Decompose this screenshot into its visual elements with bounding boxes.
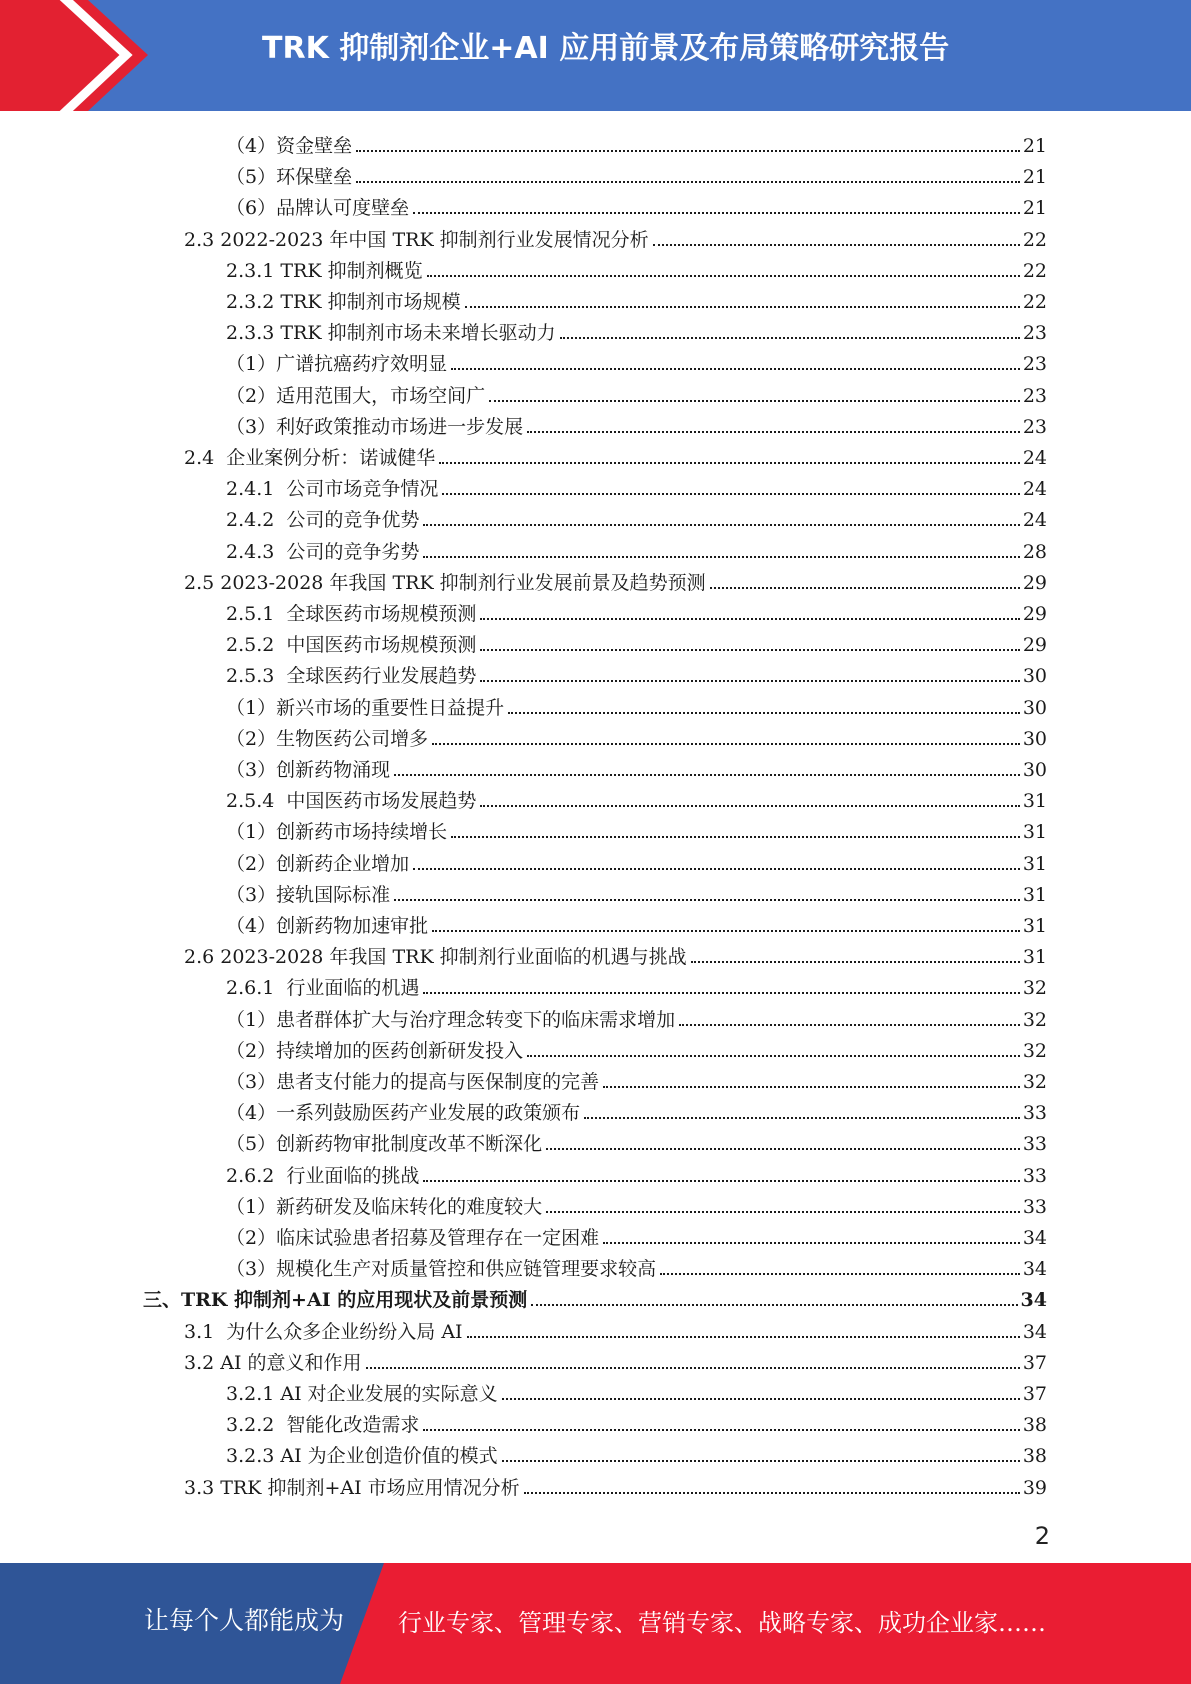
toc-dot-leader — [451, 836, 1020, 838]
page-number: 2 — [1034, 1522, 1050, 1550]
toc-entry-title: （4）一系列鼓励医药产业发展的政策颁布 — [226, 1102, 581, 1125]
toc-entry-title: 2.6 2023-2028 年我国 TRK 抑制剂行业面临的机遇与挑战 — [184, 946, 687, 969]
toc-dot-leader — [423, 1429, 1019, 1431]
toc-entry[interactable] — [226, 658, 1047, 689]
toc-entry-title: （2）生物医药公司增多 — [226, 727, 429, 750]
toc-entry-title: （2）临床试验患者招募及管理存在一定困难 — [226, 1227, 600, 1249]
toc-entry[interactable] — [226, 721, 1047, 752]
toc-entry-title: （3）创新药物涌现 — [226, 759, 391, 781]
toc-entry-title: 2.4.2 公司的竞争优势 — [226, 509, 420, 532]
toc-entry[interactable] — [226, 877, 1047, 908]
toc-entry[interactable] — [226, 378, 1047, 409]
toc-dot-leader — [480, 618, 1019, 620]
toc-entry-title: （2）创新药企业增加 — [226, 852, 410, 875]
toc-entry-page: 29 — [1022, 571, 1047, 594]
toc-dot-leader — [679, 1024, 1020, 1026]
toc-entry[interactable] — [226, 970, 1047, 1001]
toc-entry[interactable] — [184, 939, 1047, 970]
toc-entry-title: 2.5 2023-2028 年我国 TRK 抑制剂行业发展前景及趋势预测 — [184, 571, 706, 594]
toc-dot-leader — [442, 493, 1019, 495]
toc-dot-leader — [531, 1304, 1017, 1306]
toc-entry-title: 2.3.1 TRK 抑制剂概览 — [226, 259, 423, 282]
toc-entry-page: 32 — [1022, 1008, 1047, 1031]
toc-dot-leader — [451, 368, 1020, 370]
toc-entry[interactable] — [226, 1407, 1047, 1438]
toc-dot-leader — [691, 961, 1020, 963]
toc-entry[interactable] — [226, 1438, 1047, 1469]
toc-dot-leader — [710, 587, 1020, 589]
toc-entry-title: 3.3 TRK 抑制剂+AI 市场应用情况分析 — [184, 1476, 520, 1499]
toc-entry[interactable] — [184, 1314, 1047, 1345]
toc-dot-leader — [423, 556, 1019, 558]
toc-dot-leader — [603, 1086, 1020, 1088]
toc-entry-page: 31 — [1022, 915, 1047, 937]
toc-dot-leader — [546, 1211, 1020, 1213]
toc-dot-leader — [480, 649, 1019, 651]
toc-dot-leader — [480, 680, 1019, 682]
toc-entry-page: 31 — [1022, 821, 1047, 844]
toc-entry-page: 30 — [1022, 727, 1047, 750]
toc-entry-page: 31 — [1022, 883, 1047, 906]
toc-entry-page: 24 — [1022, 447, 1047, 469]
toc-entry-title: （4）创新药物加速审批 — [226, 915, 429, 937]
page-header — [0, 0, 1191, 111]
toc-entry[interactable] — [184, 1470, 1047, 1501]
toc-entry-title: 2.4.3 公司的竞争劣势 — [226, 540, 420, 563]
toc-entry[interactable] — [226, 627, 1047, 658]
toc-dot-leader — [356, 181, 1020, 183]
toc-entry-title: 2.4 企业案例分析：诺诚健华 — [184, 447, 436, 469]
toc-entry[interactable] — [184, 1345, 1047, 1376]
toc-entry-page: 22 — [1022, 259, 1047, 282]
toc-entry-page: 34 — [1022, 1320, 1047, 1343]
toc-entry-title: （6）品牌认可度壁垒 — [226, 197, 410, 220]
toc-entry-title: 3.2.3 AI 为企业创造价值的模式 — [226, 1445, 498, 1468]
toc-entry-title: 2.5.1 全球医药市场规模预测 — [226, 603, 477, 625]
toc-entry-title: 2.3 2022-2023 年中国 TRK 抑制剂行业发展情况分析 — [184, 228, 649, 251]
page-footer — [0, 1563, 1191, 1684]
toc-entry[interactable] — [226, 1158, 1047, 1189]
toc-entry[interactable] — [226, 1251, 1047, 1282]
toc-dot-leader — [527, 1055, 1020, 1057]
toc-dot-leader — [394, 774, 1020, 776]
toc-entry-title: 2.6.1 行业面临的机遇 — [226, 977, 420, 1000]
toc-entry[interactable] — [226, 409, 1047, 440]
toc-entry-title: 2.3.2 TRK 抑制剂市场规模 — [226, 291, 461, 313]
toc-entry-page: 34 — [1022, 1227, 1047, 1249]
toc-entry[interactable] — [184, 565, 1047, 596]
toc-dot-leader — [423, 1180, 1019, 1182]
report-title: TRK 抑制剂企业+AI 应用前景及布局策略研究报告 — [262, 31, 950, 66]
toc-entry-title: （5）环保壁垒 — [226, 166, 353, 189]
toc-dot-leader — [356, 150, 1020, 152]
toc-dot-leader — [502, 1460, 1020, 1462]
toc-entry[interactable] — [226, 471, 1047, 502]
toc-entry[interactable] — [226, 596, 1047, 627]
toc-entry[interactable] — [226, 159, 1047, 190]
toc-entry-title: 3.2.2 智能化改造需求 — [226, 1414, 420, 1437]
toc-entry-page: 23 — [1022, 384, 1047, 407]
toc-dot-leader — [560, 337, 1020, 339]
toc-entry-page: 28 — [1022, 540, 1047, 563]
toc-entry-page: 31 — [1022, 852, 1047, 875]
footer-slogan-right: 行业专家、管理专家、营销专家、战略专家、成功企业家…… — [398, 1609, 1046, 1637]
footer-slogan-left: 让每个人都能成为 — [144, 1606, 345, 1635]
toc-entry-page: 22 — [1022, 291, 1047, 313]
toc-dot-leader — [432, 743, 1020, 745]
header-arrow-decoration — [0, 0, 160, 111]
toc-dot-leader — [584, 1117, 1020, 1119]
toc-entry[interactable] — [226, 502, 1047, 533]
toc-entry-title: （1）新药研发及临床转化的难度较大 — [226, 1195, 543, 1218]
toc-entry-title: 3.2 AI 的意义和作用 — [184, 1351, 362, 1374]
toc-entry-title: （2）适用范围大，市场空间广 — [226, 384, 486, 407]
toc-entry-page: 21 — [1022, 166, 1047, 189]
toc-entry-title: （2）持续增加的医药创新研发投入 — [226, 1039, 524, 1062]
toc-entry-page: 33 — [1022, 1133, 1047, 1156]
toc-entry-page: 21 — [1022, 135, 1047, 157]
toc-entry-page: 34 — [1022, 1258, 1047, 1281]
toc-entry[interactable] — [226, 783, 1047, 814]
toc-entry-page: 23 — [1022, 415, 1047, 438]
toc-entry-page: 31 — [1022, 790, 1047, 813]
toc-dot-leader — [423, 992, 1019, 994]
toc-entry-title: （1）新兴市场的重要性日益提升 — [226, 696, 505, 719]
toc-entry-title: 2.6.2 行业面临的挑战 — [226, 1164, 420, 1187]
toc-entry[interactable] — [226, 908, 1047, 939]
toc-entry-title: 3.1 为什么众多企业纷纷入局 AI — [184, 1320, 463, 1343]
toc-entry[interactable] — [226, 534, 1047, 565]
toc-dot-leader — [653, 244, 1020, 246]
toc-entry[interactable] — [143, 1282, 1047, 1313]
toc-entry[interactable] — [226, 128, 1047, 159]
toc-dot-leader — [413, 212, 1020, 214]
toc-entry[interactable] — [226, 315, 1047, 346]
toc-dot-leader — [527, 431, 1020, 433]
toc-entry-title: 三、TRK 抑制剂+AI 的应用现状及前景预测 — [143, 1289, 528, 1312]
toc-entry[interactable] — [184, 222, 1047, 253]
toc-entry[interactable] — [226, 253, 1047, 284]
toc-dot-leader — [489, 400, 1020, 402]
toc-entry[interactable] — [226, 346, 1047, 377]
toc-entry[interactable] — [226, 1220, 1047, 1251]
toc-entry[interactable] — [226, 1064, 1047, 1095]
toc-entry[interactable] — [226, 284, 1047, 315]
toc-entry-page: 30 — [1022, 696, 1047, 719]
toc-entry[interactable] — [226, 1002, 1047, 1033]
toc-dot-leader — [508, 712, 1020, 714]
toc-entry-page: 37 — [1022, 1351, 1047, 1374]
toc-entry-page: 39 — [1022, 1476, 1047, 1499]
toc-entry-title: （3）接轨国际标准 — [226, 883, 391, 906]
toc-dot-leader — [546, 1148, 1020, 1150]
toc-dot-leader — [502, 1398, 1020, 1400]
toc-entry-title: 2.5.4 中国医药市场发展趋势 — [226, 790, 477, 813]
toc-entry-page: 32 — [1022, 977, 1047, 1000]
toc-entry-page: 21 — [1022, 197, 1047, 220]
toc-dot-leader — [366, 1367, 1020, 1369]
toc-entry-page: 29 — [1022, 603, 1047, 625]
toc-entry-title: （5）创新药物审批制度改革不断深化 — [226, 1133, 543, 1156]
toc-entry-title: （1）创新药市场持续增长 — [226, 821, 448, 844]
toc-entry-title: 3.2.1 AI 对企业发展的实际意义 — [226, 1383, 498, 1405]
toc-dot-leader — [524, 1492, 1020, 1494]
toc-dot-leader — [480, 805, 1019, 807]
toc-entry-title: （3）利好政策推动市场进一步发展 — [226, 415, 524, 438]
toc-dot-leader — [427, 275, 1020, 277]
toc-entry-page: 22 — [1022, 228, 1047, 251]
toc-entry[interactable] — [226, 1189, 1047, 1220]
toc-entry-page: 37 — [1022, 1383, 1047, 1405]
toc-dot-leader — [467, 1336, 1020, 1338]
toc-entry[interactable] — [226, 1376, 1047, 1407]
toc-entry-page: 32 — [1022, 1039, 1047, 1062]
toc-dot-leader — [603, 1242, 1020, 1244]
toc-entry-title: （3）规模化生产对质量管控和供应链管理要求较高 — [226, 1258, 657, 1281]
toc-dot-leader — [423, 524, 1019, 526]
toc-entry-page: 30 — [1022, 665, 1047, 688]
toc-entry-page: 38 — [1022, 1414, 1047, 1437]
toc-entry[interactable] — [226, 814, 1047, 845]
toc-entry-title: （1）患者群体扩大与治疗理念转变下的临床需求增加 — [226, 1008, 676, 1031]
toc-entry-title: （3）患者支付能力的提高与医保制度的完善 — [226, 1071, 600, 1093]
toc-entry-title: （4）资金壁垒 — [226, 135, 353, 157]
toc-entry-page: 32 — [1022, 1071, 1047, 1093]
toc-entry[interactable] — [226, 1095, 1047, 1126]
toc-entry-title: 2.5.2 中国医药市场规模预测 — [226, 634, 477, 657]
toc-entry-page: 30 — [1022, 759, 1047, 781]
toc-entry[interactable] — [226, 190, 1047, 221]
toc-entry[interactable] — [226, 752, 1047, 783]
toc-entry-page: 29 — [1022, 634, 1047, 657]
toc-entry-page: 24 — [1022, 509, 1047, 532]
toc-entry-page: 33 — [1022, 1164, 1047, 1187]
toc-entry-page: 34 — [1020, 1289, 1047, 1312]
toc-entry-title: 2.3.3 TRK 抑制剂市场未来增长驱动力 — [226, 322, 556, 345]
toc-dot-leader — [465, 306, 1020, 308]
toc-dot-leader — [660, 1273, 1020, 1275]
toc-entry-title: （1）广谱抗癌药疗效明显 — [226, 353, 448, 376]
toc-entry-page: 24 — [1022, 478, 1047, 501]
toc-entry-page: 23 — [1022, 322, 1047, 345]
toc-entry-page: 33 — [1022, 1195, 1047, 1218]
toc-dot-leader — [439, 462, 1020, 464]
toc-entry-page: 23 — [1022, 353, 1047, 376]
toc-entry[interactable] — [226, 690, 1047, 721]
toc-entry[interactable] — [226, 1126, 1047, 1157]
toc-entry[interactable] — [226, 846, 1047, 877]
toc-entry-title: 2.4.1 公司市场竞争情况 — [226, 478, 439, 501]
toc-dot-leader — [413, 868, 1020, 870]
toc-entry-page: 31 — [1022, 946, 1047, 969]
toc-entry-page: 38 — [1022, 1445, 1047, 1468]
toc-entry-title: 2.5.3 全球医药行业发展趋势 — [226, 665, 477, 688]
toc-entry[interactable] — [184, 440, 1047, 471]
toc-entry-page: 33 — [1022, 1102, 1047, 1125]
toc-dot-leader — [432, 930, 1020, 932]
toc-entry[interactable] — [226, 1033, 1047, 1064]
toc-dot-leader — [394, 899, 1020, 901]
